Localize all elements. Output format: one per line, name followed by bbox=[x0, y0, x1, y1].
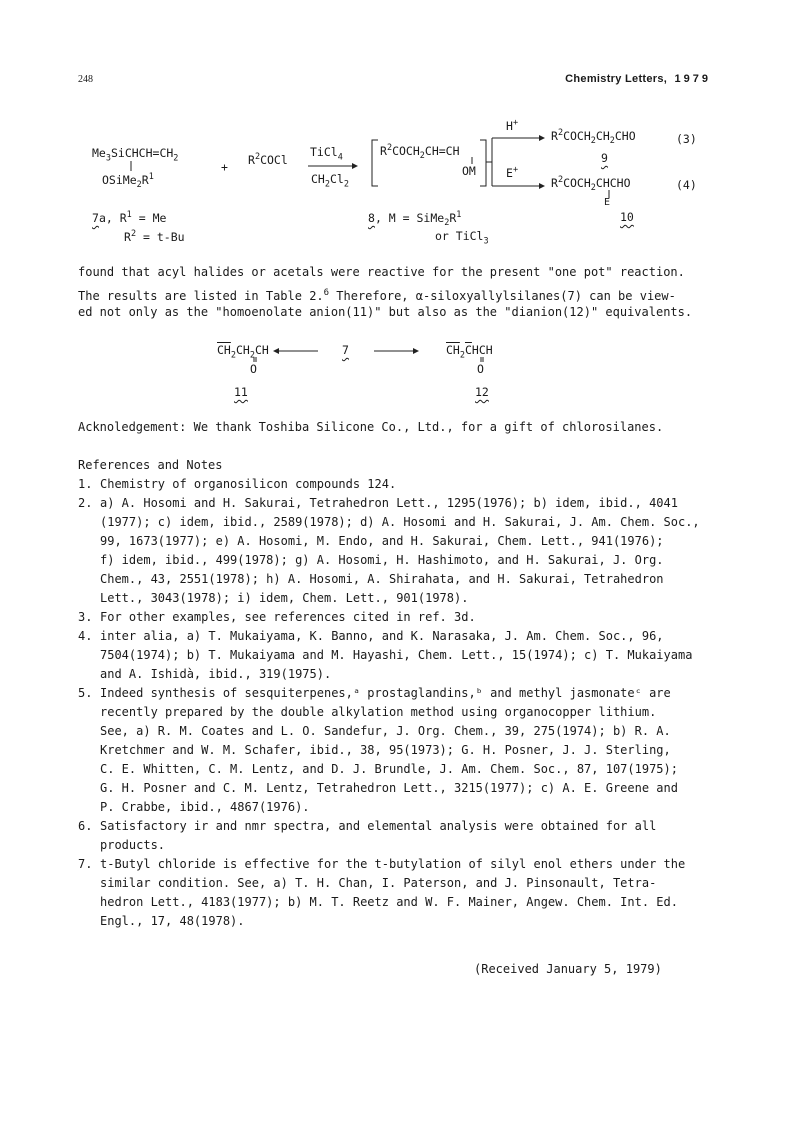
reference-line: Chemistry of organosilicon compounds 124. bbox=[100, 477, 397, 491]
reference-line: 7504(1974); b) T. Mukaiyama and M. Hayashi, Chem. Lett., 15(1974); c) T. Mukaiyama bbox=[100, 648, 693, 662]
reference-line: Lett., 3043(1978); i) idem, Chem. Lett., 901(1978). bbox=[100, 591, 469, 605]
homoenolate-formula: $\overline{CH}_2CH_2CH$ bbox=[217, 343, 269, 361]
reference-item bbox=[78, 684, 728, 817]
reference-line: f) idem, ibid., 499(1978); g) A. Hosomi, H. Hashimoto, and H. Sakurai, J. Org. bbox=[100, 553, 664, 567]
compound-10-number: 10 bbox=[620, 210, 634, 224]
reference-item bbox=[78, 817, 728, 855]
reference-item bbox=[78, 855, 728, 931]
references-list bbox=[78, 475, 728, 931]
reference-line: t-Butyl chloride is effective for the t-butylation of silyl enol ethers under the bbox=[100, 857, 686, 871]
acyl-chloride-formula: $R^2COCl$ bbox=[248, 152, 288, 167]
paragraph-line-2: The results are listed in Table 2.$^6$ Therefore, α-siloxyallylsilanes(7) can be view- bbox=[78, 288, 676, 303]
allylsilane-formula: $Me_3SiCHCH=CH_2$ bbox=[92, 146, 179, 164]
reference-line: (1977); c) idem, ibid., 2589(1978); d) A. Hosomi and H. Sakurai, J. Am. Chem. Soc., bbox=[100, 515, 700, 529]
proton-label: H+ bbox=[506, 118, 519, 133]
reference-line: inter alia, a) T. Mukaiyama, K. Banno, and K. Narasaka, J. Am. Chem. Soc., 96, bbox=[100, 629, 664, 643]
reference-line: recently prepared by the double alkylation method using organocopper lithium. bbox=[100, 705, 657, 719]
product-4-formula: $R^2COCH_2CHCHO$ bbox=[551, 175, 631, 194]
solvent-ch2cl2: $CH_2Cl_2$ bbox=[311, 172, 349, 190]
reaction-scheme bbox=[0, 0, 793, 260]
siloxy-group: $OSiMe_2R^1$ bbox=[102, 172, 154, 191]
received-date: (Received January 5, 1979) bbox=[474, 962, 662, 976]
reference-line: G. H. Posner and C. M. Lentz, Tetrahedron Lett., 3215(1977); c) A. E. Greene and bbox=[100, 781, 678, 795]
compound-8-definition: 8, $M = SiMe_2R^1$ bbox=[368, 210, 462, 229]
equivalents-arrows bbox=[0, 335, 793, 405]
plus-sign: + bbox=[221, 160, 228, 174]
left-oxygen: O bbox=[250, 362, 257, 376]
equation-3-label: (3) bbox=[676, 132, 697, 146]
reference-item bbox=[78, 475, 728, 494]
equivalents-scheme bbox=[0, 335, 793, 405]
paragraph-line-1: found that acyl halides or acetals were reactive for the present "one pot" reaction. bbox=[78, 265, 685, 279]
reference-number: 4. bbox=[78, 629, 93, 643]
paragraph-line-3: ed not only as the "homoenolate anion(11)" but also as the "dianion(12)" equivalents. bbox=[78, 305, 693, 319]
reference-number: 2. bbox=[78, 496, 93, 510]
reference-number: 3. bbox=[78, 610, 93, 624]
reference-line: Satisfactory ir and nmr spectra, and elemental analysis were obtained for all bbox=[100, 819, 657, 833]
reference-number: 7. bbox=[78, 857, 93, 871]
reference-line: a) A. Hosomi and H. Sakurai, Tetrahedron Lett., 1295(1976); b) idem, ibid., 4041 bbox=[100, 496, 678, 510]
reference-line: See, a) R. M. Coates and L. O. Sandefur, J. Org. Chem., 39, 275(1974); b) R. A. bbox=[100, 724, 671, 738]
right-oxygen: O bbox=[477, 362, 484, 376]
reference-line: Chem., 43, 2551(1978); h) A. Hosomi, A. Shirahata, and H. Sakurai, Tetrahedron bbox=[100, 572, 664, 586]
titanium-alternative: or TiCl$_3$ bbox=[435, 229, 489, 247]
product-3-formula: $R^2COCH_2CH_2CHO$ bbox=[551, 128, 636, 147]
reference-line: C. E. Whitten, C. M. Lentz, and D. J. Brundle, J. Am. Chem. Soc., 87, 107(1975); bbox=[100, 762, 678, 776]
page-number: 248 bbox=[78, 74, 93, 85]
reference-number: 6. bbox=[78, 819, 93, 833]
compound-7a-definition: 7a, $R^1 = Me$ bbox=[92, 210, 167, 225]
reference-line: hedron Lett., 4183(1977); b) M. T. Reetz and W. F. Mainer, Angew. Chem. Int. Ed. bbox=[100, 895, 678, 909]
r2-definition: $R^2 = t-Bu$ bbox=[124, 229, 185, 244]
intermediate-om: OM bbox=[462, 164, 476, 178]
reference-line: products. bbox=[100, 838, 166, 852]
acknowledgement: Acknoledgement: We thank Toshiba Silicone Co., Ltd., for a gift of chlorosilanes. bbox=[78, 420, 664, 434]
reference-line: P. Crabbe, ibid., 4867(1976). bbox=[100, 800, 310, 814]
reference-line: Kretchmer and W. M. Schafer, ibid., 38, 95(1973); G. H. Posner, J. J. Sterling, bbox=[100, 743, 671, 757]
dianion-formula: $\overline{CH}_2\overline{C}HCH$ bbox=[446, 343, 493, 361]
references-title: References and Notes bbox=[78, 458, 223, 472]
journal-name: Chemistry Letters, bbox=[565, 73, 668, 85]
reference-line: and A. Ishidà, ibid., 319(1975). bbox=[100, 667, 332, 681]
reference-number: 5. bbox=[78, 686, 93, 700]
compound-9-number: 9 bbox=[601, 151, 608, 165]
compound-11-number: 11 bbox=[234, 385, 248, 399]
reference-item bbox=[78, 608, 728, 627]
reference-item bbox=[78, 627, 728, 684]
intermediate-formula: $R^2COCH_2CH=CH$ bbox=[380, 143, 460, 162]
reference-item bbox=[78, 494, 728, 608]
reference-line: Engl., 17, 48(1978). bbox=[100, 914, 245, 928]
compound-7-number: 7 bbox=[342, 343, 349, 357]
compound-12-number: 12 bbox=[475, 385, 489, 399]
reference-line: 99, 1673(1977); e) A. Hosomi, M. Endo, and H. Sakurai, Chem. Lett., 941(1976); bbox=[100, 534, 664, 548]
electrophile-label: E+ bbox=[506, 165, 519, 180]
reference-number: 1. bbox=[78, 477, 93, 491]
reference-line: For other examples, see references cited in ref. 3d. bbox=[100, 610, 476, 624]
equation-4-label: (4) bbox=[676, 178, 697, 192]
reagent-ticl4: TiCl$_4$ bbox=[310, 145, 343, 163]
journal-year: 1979 bbox=[674, 73, 711, 85]
reference-line: similar condition. See, a) T. H. Chan, I. Paterson, and J. Pinsonault, Tetra- bbox=[100, 876, 657, 890]
electrophile-substituent: E bbox=[604, 197, 611, 208]
reference-line: Indeed synthesis of sesquiterpenes,ᵃ prostaglandins,ᵇ and methyl jasmonateᶜ are bbox=[100, 686, 671, 700]
